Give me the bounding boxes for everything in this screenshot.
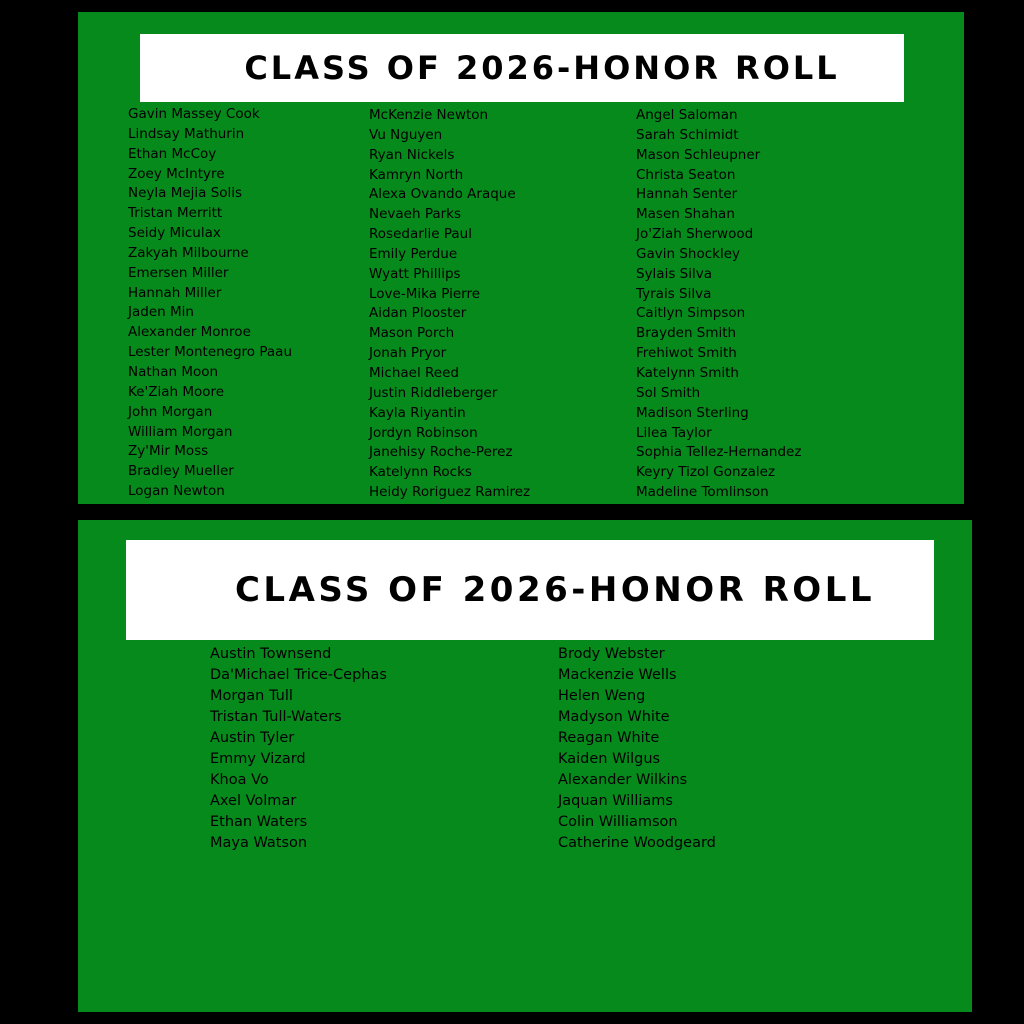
student-name: Heidy Roriguez Ramirez: [369, 484, 531, 501]
student-name: Austin Tyler: [210, 730, 295, 746]
student-name: Catherine Woodgeard: [558, 835, 716, 851]
student-name: Michael Reed: [369, 364, 459, 381]
name-column-3: [636, 106, 801, 503]
student-name: Katelynn Rocks: [369, 464, 472, 481]
student-name: Lindsay Mathurin: [128, 125, 245, 142]
student-name: Madison Sterling: [636, 404, 749, 421]
student-name: Kamryn North: [369, 166, 464, 183]
student-name: Nathan Moon: [128, 363, 219, 380]
student-name: Mason Schleupner: [636, 146, 761, 163]
student-name: Madeline Tomlinson: [636, 484, 769, 501]
name-column-2: [369, 106, 530, 503]
student-name: Kayla Riyantin: [369, 404, 466, 421]
student-name: Madyson White: [558, 709, 670, 725]
student-name: Kaiden Wilgus: [558, 751, 661, 767]
student-name: Emersen Miller: [128, 264, 229, 281]
student-name: Hannah Senter: [636, 186, 738, 203]
student-name: Alexander Monroe: [128, 324, 251, 341]
student-name: Frehiwot Smith: [636, 345, 737, 362]
title-banner: [126, 540, 934, 640]
student-name: Ethan Waters: [210, 814, 308, 830]
student-name: Jaquan Williams: [558, 793, 673, 809]
student-name: Colin Williamson: [558, 814, 678, 830]
student-name: Masen Shahan: [636, 206, 735, 223]
name-column-1: [210, 644, 387, 854]
student-name: Love-Mika Pierre: [369, 285, 481, 302]
student-name: Gavin Massey Cook: [128, 106, 260, 122]
name-column-2: [558, 644, 716, 854]
student-name: Sophia Tellez-Hernandez: [636, 444, 802, 461]
student-name: Wyatt Phillips: [369, 265, 461, 282]
name-column-1: [128, 105, 292, 502]
student-name: Axel Volmar: [210, 793, 297, 809]
student-name: Katelynn Smith: [636, 364, 739, 381]
student-name: Logan Newton: [128, 483, 225, 500]
student-name: Sarah Schimidt: [636, 126, 739, 143]
student-name: Brayden Smith: [636, 325, 737, 342]
student-name: Ke'Ziah Moore: [128, 383, 225, 400]
student-name: Tristan Tull-Waters: [210, 709, 342, 725]
student-name: Lester Montenegro Paau: [128, 344, 292, 361]
student-name: Maya Watson: [210, 835, 308, 851]
student-name: Sylais Silva: [636, 265, 712, 282]
student-name: Zy'Mir Moss: [128, 443, 209, 460]
student-name: Justin Riddleberger: [369, 384, 498, 401]
student-name: Bradley Mueller: [128, 463, 234, 480]
title-banner: [140, 34, 904, 102]
student-name: Helen Weng: [558, 688, 646, 704]
student-name: McKenzie Newton: [369, 107, 489, 123]
student-name: Angel Saloman: [636, 107, 738, 123]
student-name: Austin Townsend: [210, 646, 332, 662]
student-name: Reagan White: [558, 730, 660, 746]
student-name: Jordyn Robinson: [369, 424, 478, 441]
student-name: Khoa Vo: [210, 772, 269, 788]
student-name: Alexander Wilkins: [558, 772, 688, 788]
student-name: Tyrais Silva: [636, 285, 712, 302]
student-name: Ryan Nickels: [369, 146, 455, 163]
student-name: Da'Michael Trice-Cephas: [210, 667, 387, 683]
honor-roll-panel-2: [78, 520, 972, 1012]
student-name: Lilea Taylor: [636, 424, 712, 441]
student-name: Zakyah Milbourne: [128, 244, 249, 261]
student-name: Janehisy Roche-Perez: [369, 444, 513, 461]
honor-roll-panel-1: [78, 12, 964, 504]
panel-title: CLASS OF 2026-HONOR ROLL: [234, 570, 876, 610]
student-name: Caitlyn Simpson: [636, 305, 746, 322]
student-name: Alexa Ovando Araque: [369, 186, 516, 203]
student-name: Gavin Shockley: [636, 245, 740, 262]
student-name: Brody Webster: [558, 646, 665, 662]
student-name: Sol Smith: [636, 384, 701, 401]
student-name: Emmy Vizard: [210, 751, 306, 767]
student-name: Christa Seaton: [636, 166, 736, 183]
student-name: William Morgan: [128, 423, 233, 440]
student-name: Nevaeh Parks: [369, 206, 462, 223]
student-name: Jonah Pryor: [369, 345, 447, 362]
student-name: Mackenzie Wells: [558, 667, 677, 683]
student-name: Tristan Merritt: [128, 205, 223, 222]
student-name: Rosedarlie Paul: [369, 226, 472, 243]
student-name: Jo'Ziah Sherwood: [636, 226, 754, 243]
student-name: Aidan Plooster: [369, 305, 467, 322]
student-name: Keyry Tizol Gonzalez: [636, 464, 776, 481]
panel-title: CLASS OF 2026-HONOR ROLL: [244, 49, 840, 87]
student-name: Hannah Miller: [128, 284, 222, 301]
student-name: Vu Nguyen: [369, 126, 443, 143]
student-name: Zoey McIntyre: [128, 165, 225, 182]
student-name: Jaden Min: [128, 304, 194, 321]
student-name: Ethan McCoy: [128, 145, 217, 162]
student-name: Emily Perdue: [369, 245, 458, 262]
student-name: Neyla Mejia Solis: [128, 185, 243, 202]
student-name: John Morgan: [128, 403, 213, 420]
student-name: Morgan Tull: [210, 688, 293, 704]
student-name: Mason Porch: [369, 325, 455, 342]
student-name: Seidy Miculax: [128, 225, 221, 242]
